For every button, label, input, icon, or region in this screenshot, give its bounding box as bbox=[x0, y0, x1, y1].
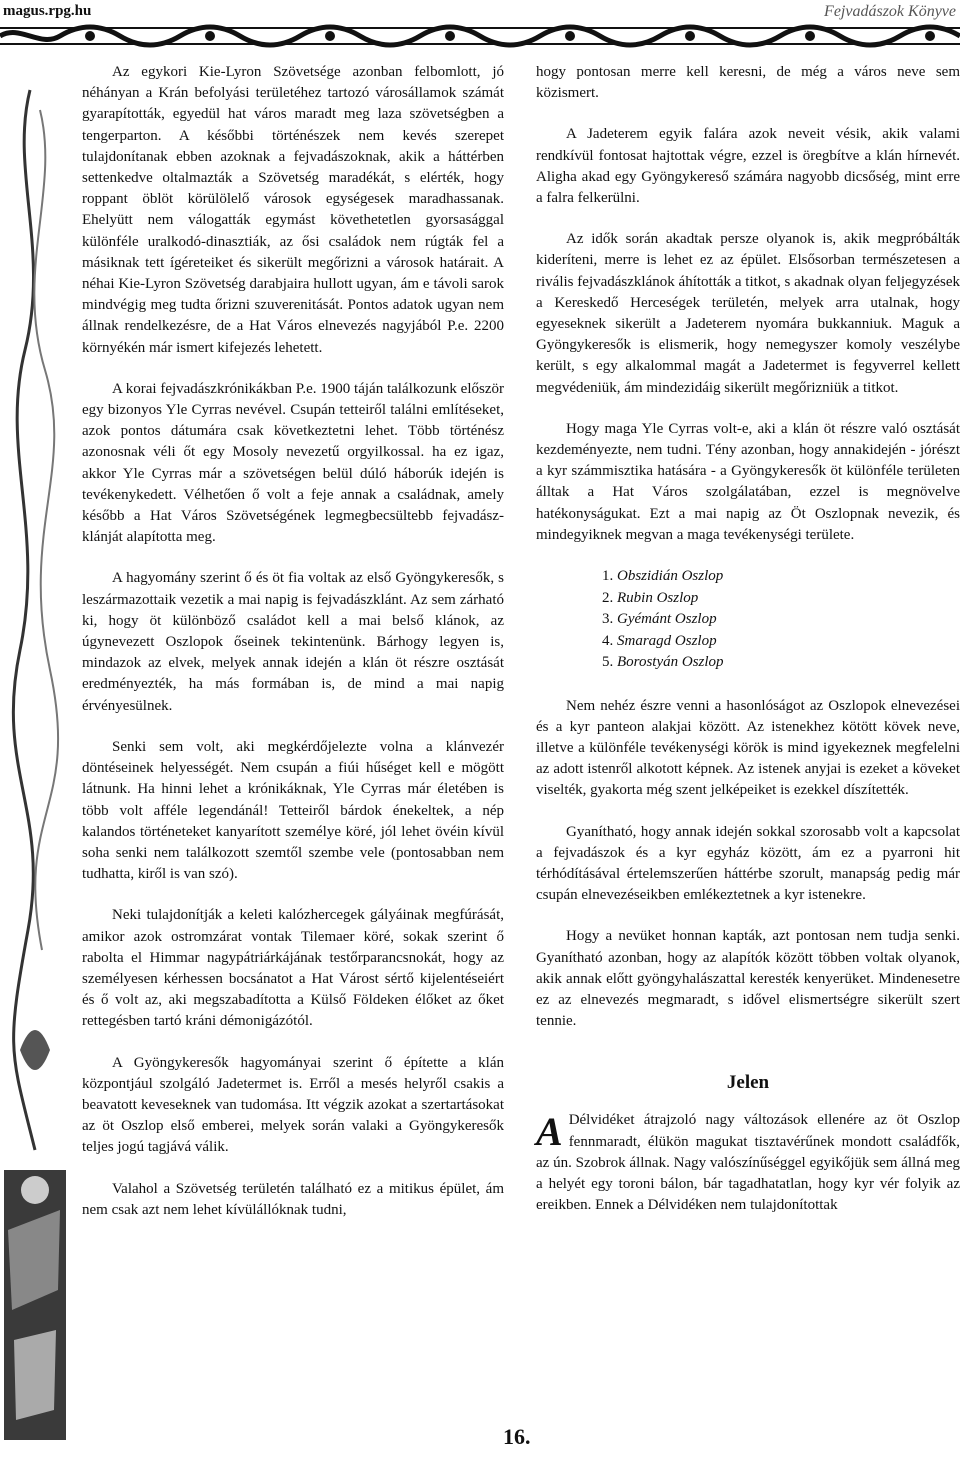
paragraph: Az idők során akadtak persze olyanok is, akik megpróbálták kideríteni, merre is lehet ez az épület. Elsősorban természetesen a rivális fejvadászklánok áhították a titkot, s akadnak olyan feljegyzések a Kereskedő Herceségek területén, melyek arra utalnak, hogy egyeseknek sikerült a Jadeterem nyomára bukkanniuk. Maguk a Gyöngykeresők is elismerik, hogy nemegyszer komoly veszélybe került, s egy alkalommal magát a Jadetermet is fegyverrel kellett megvédeniük, ám mindezidáig sikerült megőrizniük a titkot. bbox=[536, 231, 960, 396]
list-item bbox=[602, 652, 960, 674]
list-number: 5. bbox=[602, 654, 614, 671]
paragraph: A korai fejvadászkrónikákban P.e. 1900 táján találkozunk először egy bizonyos Yle Cyrras nevével. Csupán tetteiről találni említéseket, azok pontos dátumára csak következtetni lehet. Több történész azonosnak véli őt egy Mosoly nevezetű orgyilkossal. ha ez igaz, akkor Yle Cyrras már a szövetségen belül dúló háborúk idején is tevékenykedett. Vélhetően ő volt a feje annak a családnak, amely később a Hat Város Szövetségének legmegbecsültebb fejvadász-klánját alapította meg. bbox=[82, 380, 504, 546]
site-name: magus.rpg.hu bbox=[3, 3, 92, 19]
paragraph: Gyanítható, hogy annak idején sokkal szorosabb volt a kapcsolat a fejvadászok és a kyr egyház között, ám ez a pyarroni hit térhódításával értelemszerűen háttérbe szorult, manapság pedig már csupán elnevezéseikben emlékeztetnek a kyr istenekre. bbox=[536, 823, 960, 904]
list-item bbox=[602, 588, 960, 610]
paragraph: Hogy a nevüket honnan kapták, azt pontosan nem tudja senki. Gyanítható azonban, hogy az alapítók között többen voltak olyanok, akik annak előtt gyöngyhalászattal keresték kenyerüket. Mindenesetre ez az elnevezés megmaradt, s idővel elismertségre sikerült szert tennie. bbox=[536, 928, 960, 1030]
list-number: 1. bbox=[602, 568, 614, 585]
list-number: 2. bbox=[602, 589, 614, 606]
paragraph: Neki tulajdonítják a keleti kalózhercegek gályáinak megfúrását, amikor azok ostromzárat vontak Tilemaer köré, sokak szerint ő rabolta el Himmar nagypátriárkájának testőrparancsnokát, hogy az személyesen kérhessen bocsánatot a Hat Várost sértő kijelentéseiért és ő volt az, aki megszabadította a Külső Földeken élőket az őket rettegésben tartó kráni démonigázótól. bbox=[82, 907, 504, 1030]
pillar-name: Obszidián Oszlop bbox=[617, 568, 724, 585]
pillar-name: Rubin Oszlop bbox=[617, 589, 699, 606]
paragraph: hogy pontosan merre kell keresni, de még a város neve sem közismert. bbox=[536, 64, 960, 102]
paragraph: Valahol a Szövetség területén található ez a mitikus épület, ám nem csak azt nem lehet kívülállóknak tudni, bbox=[82, 1180, 504, 1218]
drop-cap: A bbox=[536, 1109, 563, 1155]
woodcut-illustration-icon bbox=[0, 50, 70, 1458]
section-paragraph bbox=[536, 1110, 960, 1216]
page-number: 16. bbox=[503, 1424, 531, 1449]
paragraph: A hagyomány szerint ő és öt fia voltak az első Gyöngykeresők, s leszármazottaik vezetik a mai napig is fejvadászklánt. Az sem zárható ki, hogy öt különböző családot kell a mai belső klánok, az úgynevezett Oszlopok őseinek tekintenünk. Bárhogy legyen is, mindazok az elvek, melyek annak idején a klán öt részre osztását eredményezték, ha más formában is, de mind a mai napig érvényesülnek. bbox=[82, 570, 504, 714]
section-paragraph-text: Délvidéket átrajzoló nagy változások ellenére az öt Oszlop fennmaradt, élükön magukat tisztavérűnek mondott családfők, az ún. Szobrok állnak. Nagy valószínűséggel egyikőjük sem állná meg a helyét egy toroni bálon, bár tagadhatatlan, hogy kyr vér folyik az ereikben. Ennek a Délvidéken nem tulajdonítottak bbox=[536, 1112, 960, 1214]
paragraph: Hogy maga Yle Cyrras volt-e, aki a klán öt részre való osztását kezdeményezte, nem tudni. Tény azonban, hogy annakidején - jórészt a kyr számmisztika hatására - a Gyöngykeresők öt különféle területen álltak a Hat Város szolgálatában, ezzel is megnövelve hatékonyságukat. Ezt a mai napig az Öt Oszlopnak nevezik, és mindegyiknek megvan a maga tevékenységi területe. bbox=[536, 420, 960, 543]
paragraph: A Gyöngykeresők hagyományai szerint ő építette a klán központjául szolgáló Jadetermet is. Erről a mesés helyről csakis a beavatott keveseknek van tudomása. Itt végzik azokat a szertartásokat az öt Oszlop első emberei, melyek során valaki a Gyöngykeresők teljes jogú tagjává válik. bbox=[82, 1054, 504, 1156]
list-item bbox=[602, 566, 960, 588]
list-item bbox=[602, 631, 960, 653]
ornament-border-icon bbox=[0, 22, 960, 50]
book-title: Fejvadászok Könyve bbox=[824, 3, 956, 20]
section-heading: Jelen bbox=[726, 1072, 770, 1094]
decorative-banner bbox=[0, 22, 960, 50]
pillars-list bbox=[536, 566, 960, 674]
decorative-sidebar bbox=[0, 50, 70, 1458]
list-number: 3. bbox=[602, 611, 614, 628]
paragraph: Az egykori Kie-Lyron Szövetsége azonban felbomlott, jó néhányan a Krán befolyási területéhez tartozó városállamok számát gyarapították, egyedül hat város maradt meg laza szövetségben a tengerparton. A későbbi történészek nem kevés szerepet tulajdonítanak ebben azoknak a fejvadászoknak, akik a háttérben settenkedve oltalmazták a Szövetség maradékát, s elérték, hogy roppant öblöt körülölelő városok egységesek maradhassanak. Ehelyütt nem válogatták egymást követhetetlen gyorsasággal különféle uralkodó-dinasztiák, az ősi családok nem rúgták fel a másiknak tett ígéreteiket és sikerült megőrizni a városok határait. A néhai Kie-Lyron Szövetség darabjaira hullott ugyan, ám e távoli sarok mindvégig meg tudta őrizni szuverenitását. Pontos adatok ugyan nem állnak rendelkezésre, de a Hat Város elnevezés nagyjából P.e. 2200 környékén már ismert kifejezés lehetett. bbox=[82, 64, 504, 356]
list-item bbox=[602, 609, 960, 631]
paragraph: A Jadeterem egyik falára azok neveit vésik, akik valami rendkívül fontosat hajtottak végre, ezzel is öregbítve a klán hírnevét. Aligha akad egy Gyöngykereső számára nagyobb dicsőség, mint erre a falra felkerülni. bbox=[536, 126, 960, 207]
right-column bbox=[536, 62, 960, 1236]
paragraph: Senki sem volt, aki megkérdőjelezte volna a klánvezér döntéseinek helyességét. Nem csupán a fiúi hűséget kell e mögött látnunk. Ha hinni lehet a krónikáknak, Yle Cyrras már életében is több volt afféle legendánál! Tetteiről bárdok énekeltek, a nép kalandos történeteket kanyarított személye köré, jól lehet övéin kívül soha senki nem találkozott szemtől szembe vele (pontosabban nem tudhatta, kiről is van szó). bbox=[82, 738, 504, 883]
pillar-name: Smaragd Oszlop bbox=[617, 632, 717, 649]
pillar-name: Borostyán Oszlop bbox=[617, 654, 724, 671]
list-number: 4. bbox=[602, 632, 614, 649]
paragraph: Nem nehéz észre venni a hasonlóságot az Oszlopok elnevezései és a kyr panteon alakjai között. Az istenekhez kötött kövek neve, illetve a különféle tevékenységi körök is mind igyekeznek megfelelni az adott istenről alkotott képnek. Az istenek anyjai is ezeket a köveket viselték, gyakorta még szent jelképeiket is ezekkel díszítették. bbox=[536, 697, 960, 799]
left-column bbox=[82, 62, 504, 1241]
pillar-name: Gyémánt Oszlop bbox=[617, 611, 717, 628]
